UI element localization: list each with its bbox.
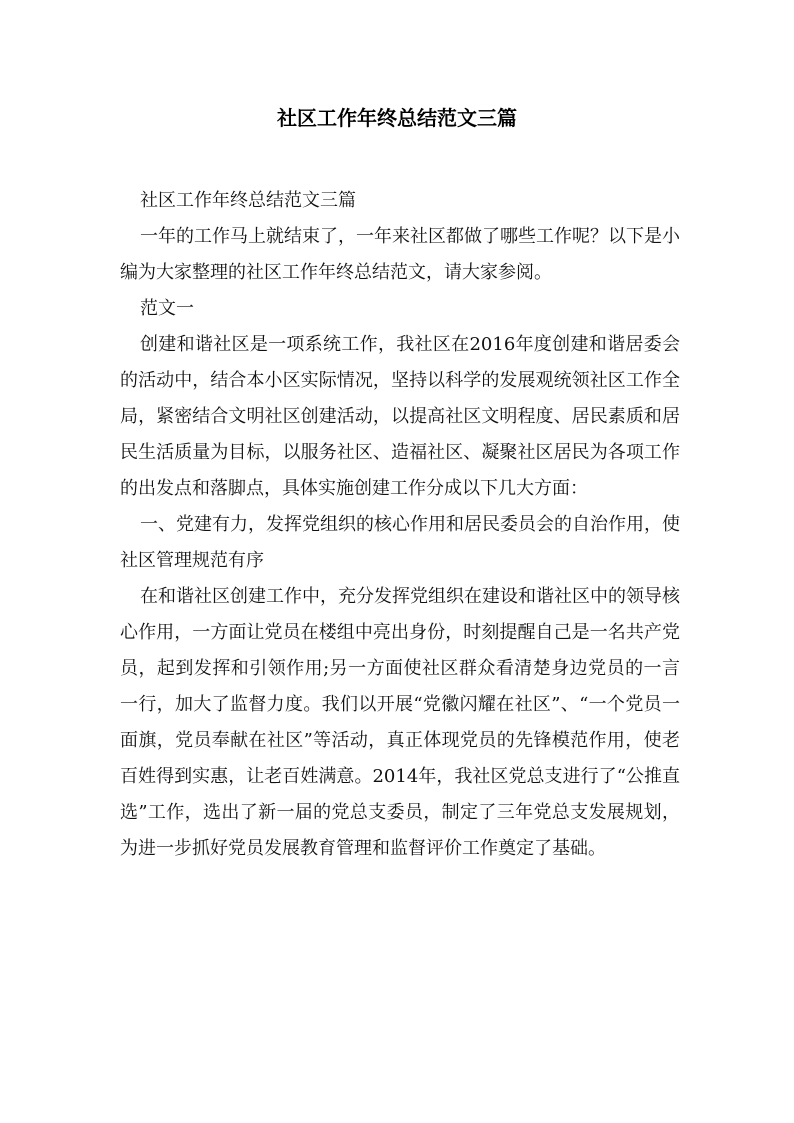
paragraph-sample-heading: 范文一 <box>140 298 194 319</box>
paragraph-section-heading: 一、党建有力，发挥党组织的核心作用和居民委员会的自治作用，使社区管理规范有序 <box>120 514 680 571</box>
paragraph-party-building: 在和谐社区创建工作中，充分发挥党组织在建设和谐社区中的领导核心作用，一方面让党员在楼组中亮出身份，时刻提醒自己是一名共产党员，起到发挥和引领作用;另一方面使社区群众看清楚身边党员的一言一行，加大了监督力度。我们以开展“党徽闪耀在社区”、“一个党员一面旗，党员奉献在社区”等活动，真正体现党员的先锋模范作用，使老百姓得到实惠，让老百姓满意。2014年，我社区党总支进行了“公推直选”工作，选出了新一届的党总支委员，制定了三年党总支发展规划，为进一步抓好党员发展教育管理和监督评价工作奠定了基础。 <box>120 586 680 859</box>
paragraph-overview: 创建和谐社区是一项系统工作，我社区在2016年度创建和谐居委会的活动中，结合本小区实际情况，坚持以科学的发展观统领社区工作全局，紧密结合文明社区创建活动，以提高社区文明程度、居民素质和居民生活质量为目标，以服务社区、造福社区、凝聚社区居民为各项工作的出发点和落脚点，具体实施创建工作分成以下几大方面： <box>120 334 680 499</box>
paragraph-intro: 一年的工作马上就结束了，一年来社区都做了哪些工作呢？以下是小编为大家整理的社区工作年终总结范文，请大家参阅。 <box>120 226 680 283</box>
document-title: 社区工作年终总结范文三篇 <box>277 106 517 130</box>
paragraph-subtitle: 社区工作年终总结范文三篇 <box>140 190 356 211</box>
document-body <box>120 183 680 867</box>
